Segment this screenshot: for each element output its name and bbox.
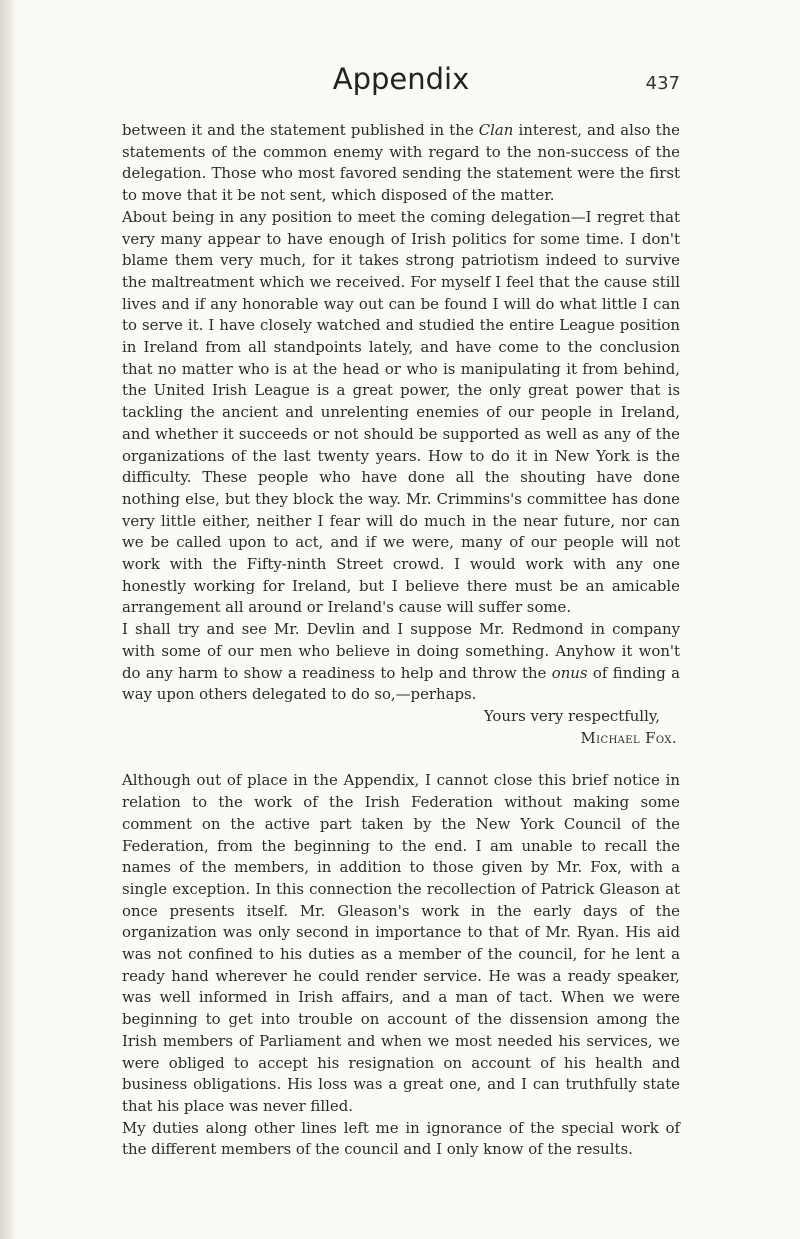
narrative-paragraph-1: Although out of place in the Appendix, I cannot close this brief notice in relation to the work of the Irish Federation without making some comment on the active part taken by the New York Council of the Federation, from the beginning to the end. I am unable to recall the names of the members, in addition to those given by Mr. Fox, with a single exception. In this connection the recollection of Patrick Gleason at once presents itself. Mr. Gleason's work in the early days of the organization was only second in importance to that of Mr. Ryan. His aid was not confined to his duties as a member of the council, for he lent a ready hand wherever he could render service. He was a ready speaker, was well informed in Irish affairs, and a man of tact. When we were beginning to get into trouble on account of the dissension among the Irish members of Parliament and when we most needed his services, we were obliged to accept his resignation on account of his health and business obligations. His loss was a great one, and I can truthfully state that his place was never filled. xyxy=(122,771,680,1115)
letter-paragraph-3 xyxy=(122,619,680,706)
letter-paragraph-1 xyxy=(122,120,680,207)
letter-paragraph-1-rest: interest, and also the statements of the common enemy with regard to the non-success of the delegation. Those who most favored sending the statement were the first to move that it be not sent, which disposed of the matter. xyxy=(122,121,680,205)
running-head xyxy=(122,62,680,106)
italic-onus: onus xyxy=(551,663,588,682)
letter-closing: Yours very respectfully, xyxy=(483,706,660,725)
letter-paragraph-3-text: I shall try and see Mr. Devlin and I suppose Mr. Redmond in company with some of our men who believe in doing something. Anyhow it won't do any harm to show a readiness to help and throw the xyxy=(122,620,680,682)
page-number: 437 xyxy=(645,73,680,94)
page-edge-shadow xyxy=(0,0,16,1239)
narrative-paragraph-2: My duties along other lines left me in ignorance of the special work of the different members of the council and I only know of the results. xyxy=(122,1118,680,1159)
body-text xyxy=(122,120,680,1161)
letter-paragraph-3-rest: of finding a way upon others delegated to do so,—perhaps. xyxy=(122,663,681,704)
letter-paragraph-2: About being in any position to meet the coming delegation—I regret that very many appear to have enough of Irish politics for some time. I don't blame them very much, for it takes strong patriotism indeed to survive the maltreatment which we received. For myself I feel that the cause still lives and if any honorable way out can be found I will do what little I can to serve it. I have closely watched and studied the entire League position in Ireland from all standpoints lately, and have come to the conclusion that no matter who is at the head or who is manipulating it from behind, the United Irish League is a great power, the only great power that is tackling the ancient and unrelenting enemies of our people in Ireland, and whether it succeeds or not should be supported as well as any of the organizations of the last twenty years. How to do it in New York is the difficulty. These people who have done all the shouting have done nothing else, but they block the way. Mr. Crimmins's committee has done very little either, neither I fear will do much in the near future, nor can we be called upon to act, and if we were, many of our people will not work with the Fifty-ninth Street crowd. I would work with any one honestly working for Ireland, but I believe there must be an amicable arrangement all around or Ireland's cause will suffer some. xyxy=(122,207,680,617)
page-title: Appendix xyxy=(332,62,470,96)
section-gap xyxy=(122,749,680,770)
letter-paragraph-1-text: between it and the statement published in the xyxy=(122,121,479,139)
letter-signature: Michael Fox. xyxy=(580,728,677,747)
italic-clan: Clan xyxy=(478,121,514,139)
